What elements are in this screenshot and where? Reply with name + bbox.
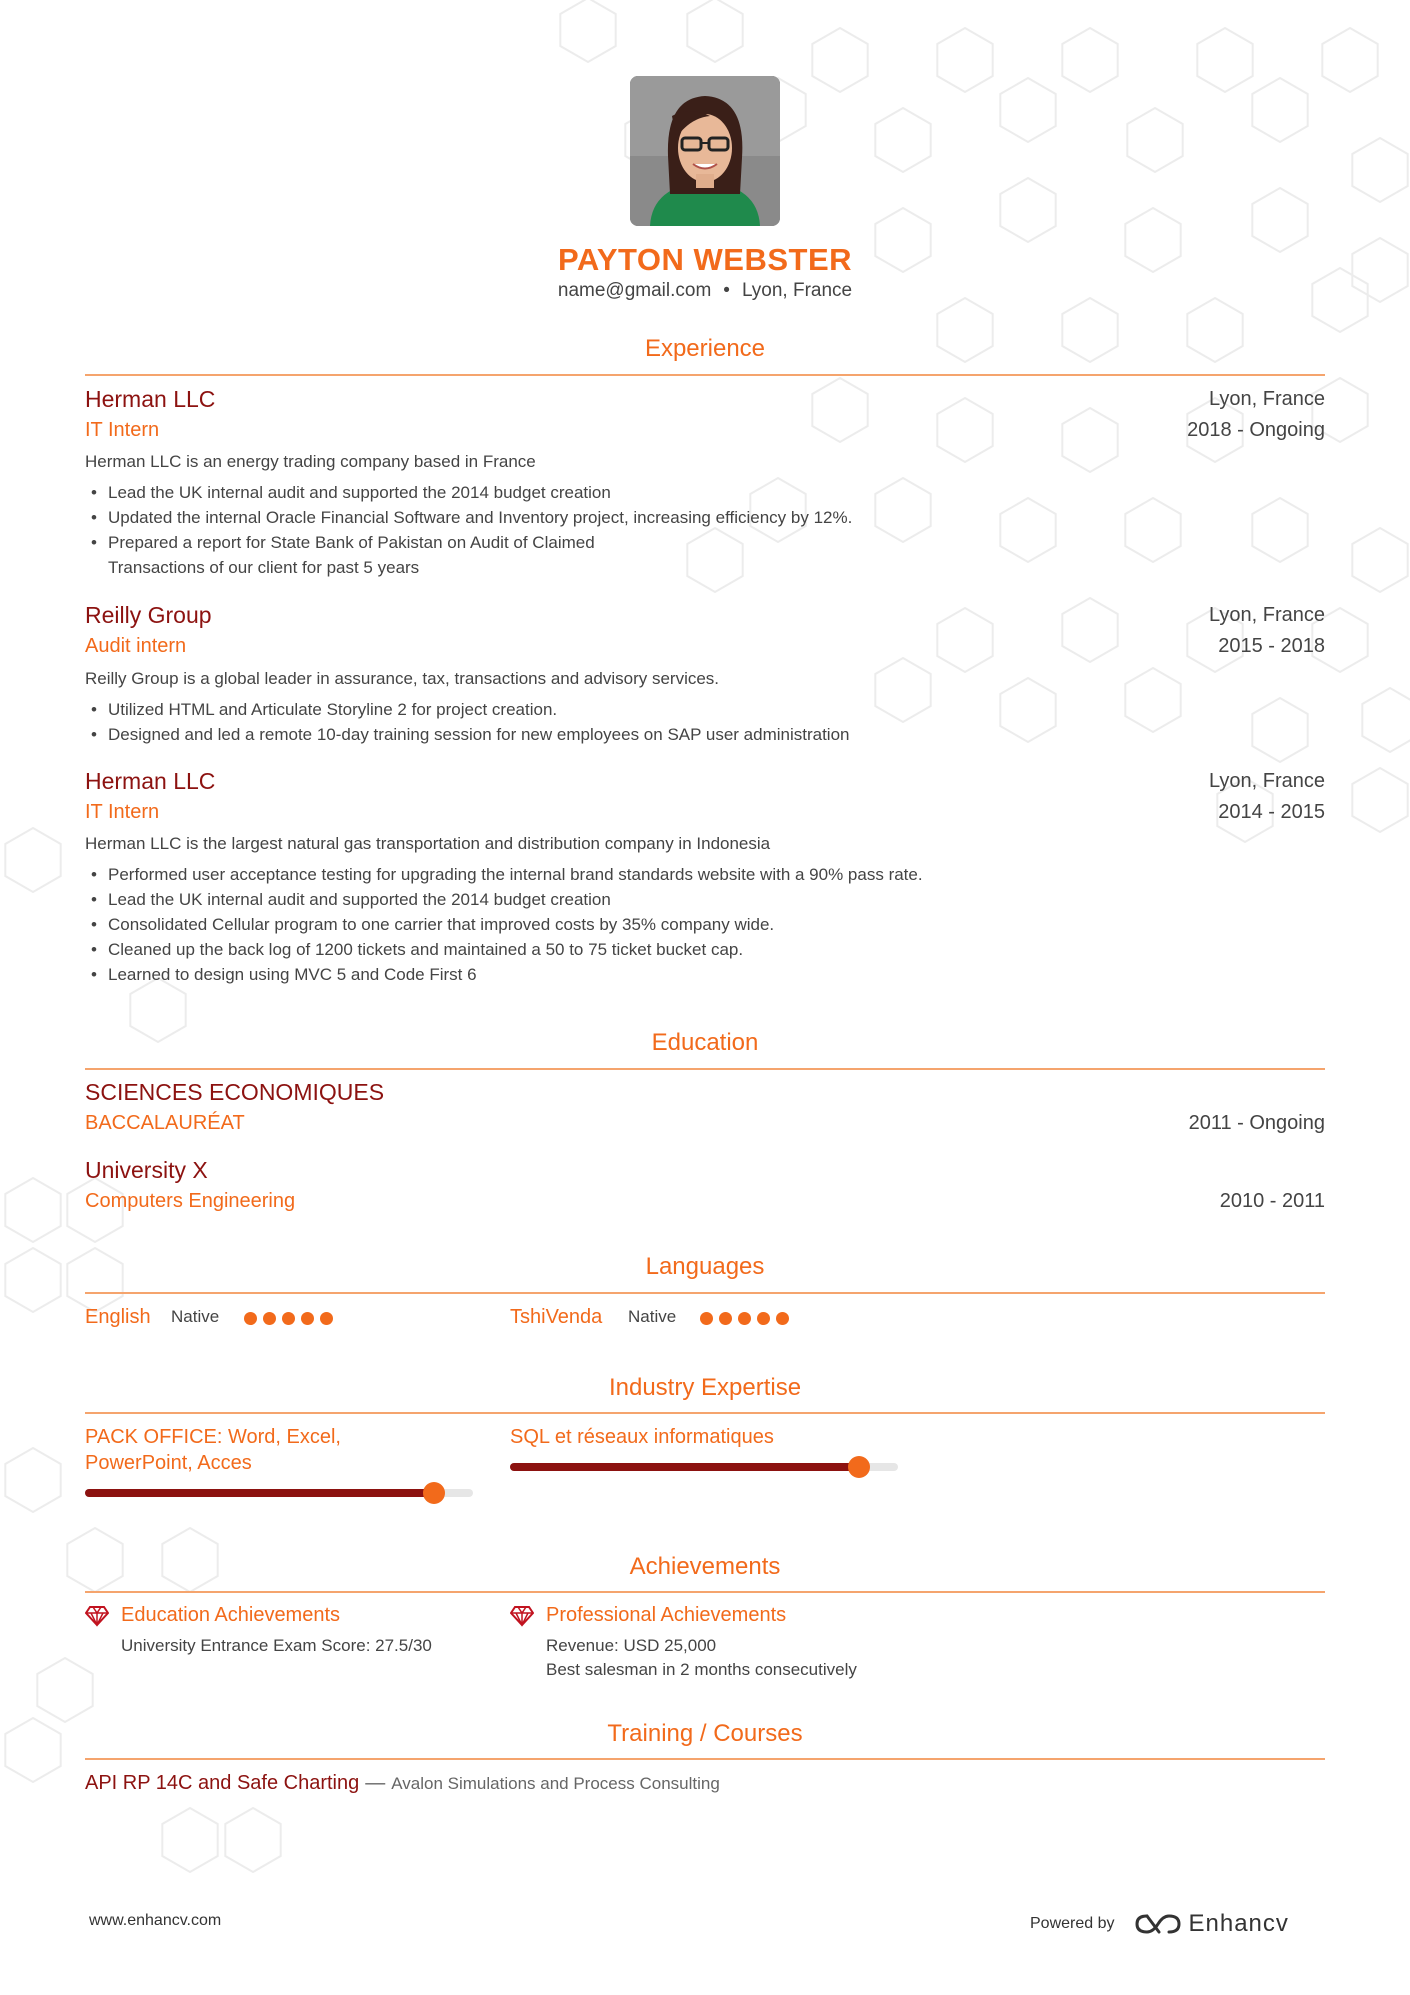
company-description: Reilly Group is a global leader in assurance, tax, transactions and advisory services. (85, 669, 720, 688)
experience-heading: Experience (644, 335, 766, 362)
achievement-line: University Entrance Exam Score: 27.5/30 (121, 1636, 432, 1655)
expertise-divider (85, 1412, 1325, 1414)
job-dates: 2014 - 2015 (1218, 801, 1325, 823)
achievements-divider (85, 1591, 1325, 1593)
school-name: SCIENCES ECONOMIQUES (85, 1079, 385, 1105)
skill-bar-fill (85, 1489, 434, 1497)
school-name: University X (85, 1157, 208, 1183)
education-heading: Education (651, 1029, 759, 1056)
job-location: Lyon, France (1209, 770, 1325, 792)
training-divider (85, 1758, 1325, 1760)
job-dates: 2018 - Ongoing (1187, 419, 1325, 441)
company-description: Herman LLC is an energy trading company based in France (85, 452, 536, 471)
profile-photo (630, 76, 780, 226)
achievement-line: Best salesman in 2 months consecutively (546, 1660, 857, 1679)
proficiency-dot (301, 1312, 314, 1325)
person-avatar-icon (630, 76, 780, 226)
powered-by-text: Powered by (1030, 1915, 1115, 1932)
skill-bar (510, 1463, 898, 1471)
course-provider: Avalon Simulations and Process Consulting (391, 1774, 720, 1793)
location-text: Lyon, France (741, 280, 853, 301)
bullet-item: • Cleaned up the back log of 1200 tickets and maintained a 50 to 75 ticket bucket cap. (108, 937, 1108, 962)
bullet-item: • Consolidated Cellular program to one carrier that improved costs by 35% company wide. (108, 912, 1108, 937)
proficiency-dot (757, 1312, 770, 1325)
footer-branding (1030, 1910, 1289, 1938)
proficiency-dot (700, 1312, 713, 1325)
bullet-item: • Lead the UK internal audit and supported the 2014 budget creation (108, 887, 1108, 912)
company-description: Herman LLC is the largest natural gas transportation and distribution company in Indonesia (85, 834, 771, 853)
diamond-icon (85, 1605, 109, 1627)
education-divider (85, 1068, 1325, 1070)
proficiency-dot (776, 1312, 789, 1325)
course-title: API RP 14C and Safe Charting (85, 1772, 360, 1794)
bullet-item: • Updated the internal Oracle Financial Software and Inventory project, increasing efficiency by 12%. (108, 505, 1108, 530)
footer-website-link[interactable]: www.enhancv.com (89, 1912, 222, 1929)
proficiency-dots (700, 1312, 789, 1325)
job-role: IT Intern (85, 419, 160, 441)
expertise-heading: Industry Expertise (608, 1374, 802, 1401)
proficiency-dots (244, 1312, 333, 1325)
bullet-item: • Utilized HTML and Articulate Storyline 2 for project creation. (108, 697, 1108, 722)
candidate-name: PAYTON WEBSTER (557, 242, 853, 277)
job-role: Audit intern (85, 635, 187, 657)
training-heading: Training / Courses (607, 1720, 803, 1747)
proficiency-dot (719, 1312, 732, 1325)
proficiency-dot (738, 1312, 751, 1325)
proficiency-dot (244, 1312, 257, 1325)
proficiency-dot (263, 1312, 276, 1325)
enhancv-logo[interactable] (1135, 1910, 1289, 1938)
achievements-heading: Achievements (629, 1553, 781, 1580)
education-dates: 2011 - Ongoing (1188, 1112, 1325, 1134)
email-text[interactable]: name@gmail.com (557, 280, 712, 301)
job-location: Lyon, France (1209, 604, 1325, 626)
contact-line (0, 280, 1410, 302)
job-dates: 2015 - 2018 (1218, 635, 1325, 657)
skill-name: PACK OFFICE: Word, Excel, PowerPoint, Acces (85, 1426, 341, 1474)
education-dates: 2010 - 2011 (1219, 1190, 1325, 1212)
languages-heading: Languages (645, 1253, 765, 1280)
degree-name: Computers Engineering (85, 1190, 296, 1212)
bullet-item: • Performed user acceptance testing for upgrading the internal brand standards website with a 90% pass rate. (108, 862, 1108, 887)
language-name: English (85, 1306, 151, 1328)
job-location: Lyon, France (1209, 388, 1325, 410)
achievement-title: Education Achievements (121, 1604, 341, 1626)
language-level: Native (628, 1307, 677, 1326)
proficiency-dot (282, 1312, 295, 1325)
skill-bar-knob (848, 1456, 870, 1478)
company-name: Herman LLC (85, 768, 216, 794)
achievement-line: Revenue: USD 25,000 (546, 1636, 717, 1655)
company-name: Herman LLC (85, 386, 216, 412)
bullet-continuation: Transactions of our client for past 5 years (108, 558, 420, 577)
course-separator: — (365, 1772, 386, 1794)
bullet-item: • Designed and led a remote 10-day training session for new employees on SAP user administration (108, 722, 1108, 747)
bullet-item: • Prepared a report for State Bank of Pakistan on Audit of Claimed (108, 530, 1108, 555)
enhancv-logo-icon (1135, 1912, 1181, 1936)
skill-name: SQL et réseaux informatiques (510, 1426, 774, 1448)
skill-bar-fill (510, 1463, 859, 1471)
company-name: Reilly Group (85, 602, 212, 628)
degree-name: BACCALAURÉAT (85, 1112, 245, 1134)
experience-divider (85, 374, 1325, 376)
language-name: TshiVenda (510, 1306, 603, 1328)
bullet-item: • Lead the UK internal audit and supported the 2014 budget creation (108, 480, 1108, 505)
achievement-title: Professional Achievements (546, 1604, 787, 1626)
language-level: Native (171, 1307, 220, 1326)
bullet-item: • Learned to design using MVC 5 and Code First 6 (108, 962, 1108, 987)
proficiency-dot (320, 1312, 333, 1325)
job-role: IT Intern (85, 801, 160, 823)
skill-bar-knob (423, 1482, 445, 1504)
contact-separator: • (723, 280, 730, 301)
languages-divider (85, 1292, 1325, 1294)
brand-name: Enhancv (1188, 1910, 1289, 1937)
course-entry (85, 1772, 720, 1795)
skill-bar (85, 1489, 473, 1497)
diamond-icon (510, 1605, 534, 1627)
